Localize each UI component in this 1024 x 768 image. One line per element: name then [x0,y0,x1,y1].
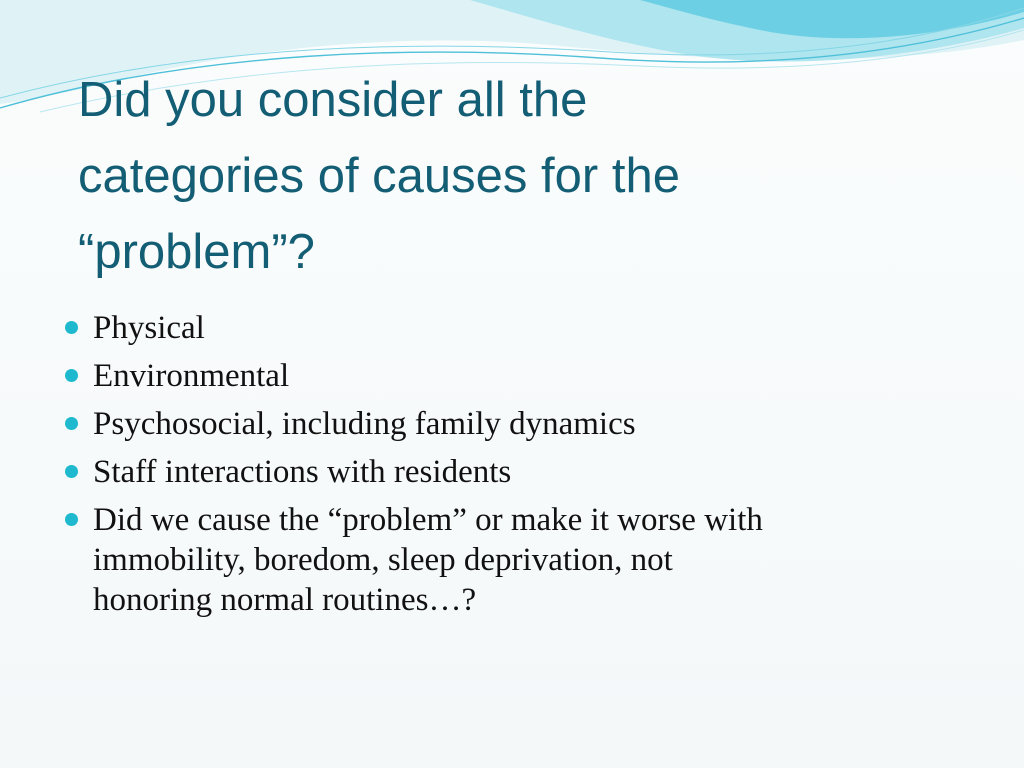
slide-title-line-3: “problem”? [78,225,315,280]
bullet-dot-icon [65,465,78,478]
bullet-text: Psychosocial, including family dynamics [93,406,636,442]
bullet-item-physical [60,308,940,348]
bullet-text: Environmental [93,358,290,394]
bullet-list [60,308,940,628]
bullet-item-environmental [60,356,940,396]
bullet-dot-icon [65,417,78,430]
bullet-item-staff-interactions [60,452,940,492]
slide-title-line-1: Did you consider all the [78,73,588,127]
bullet-text-line-1: Did we cause the “problem” or make it worse with [93,502,763,538]
slide-title [78,62,838,291]
bullet-text: Staff interactions with residents [93,454,512,490]
bullet-dot-icon [65,321,78,334]
bullet-item-did-we-cause [60,500,940,620]
slide-title-line-2: categories of causes for the [78,149,680,204]
bullet-text: Physical [93,310,205,346]
bullet-dot-icon [65,513,78,526]
bullet-text-line-3: honoring normal routines…? [93,582,477,618]
bullet-text-line-2: immobility, boredom, sleep deprivation, not [93,542,673,578]
bullet-item-psychosocial [60,404,940,444]
bullet-dot-icon [65,369,78,382]
